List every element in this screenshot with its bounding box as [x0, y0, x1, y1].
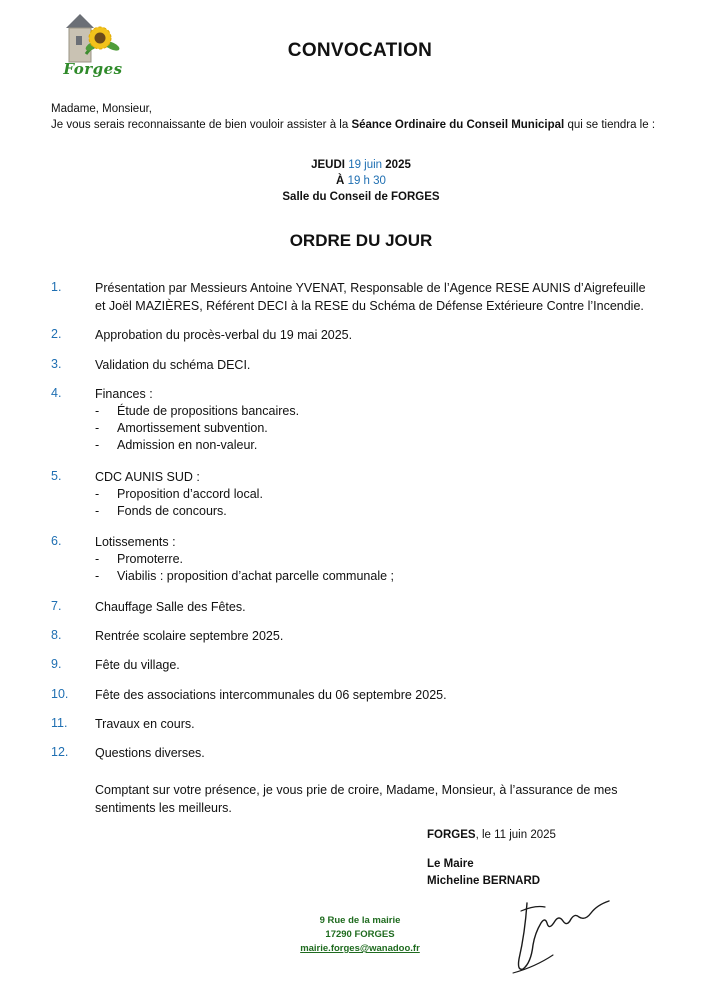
signature-date-text: , le 11 juin 2025: [475, 829, 556, 841]
agenda-item-12: Questions diverses.: [95, 746, 205, 760]
agenda-subitem: - Amortissement subvention.: [95, 421, 268, 435]
agenda-item-9: Fête du village.: [95, 658, 180, 672]
agenda-item-11: Travaux en cours.: [95, 717, 195, 731]
footer-address: 9 Rue de la mairie: [319, 915, 401, 926]
agenda-item-1-line-1: Présentation par Messieurs Antoine YVENAT, Responsable de l’Agence RESE AUNIS d’Aigrefeuille: [95, 281, 646, 295]
mayor-name: Micheline BERNARD: [427, 875, 541, 887]
agenda-item-4: Finances :: [95, 387, 153, 401]
agenda-number: 11.: [51, 716, 68, 730]
agenda-number: 4.: [51, 386, 62, 400]
intro-line: [51, 118, 655, 133]
agenda-item-6: Lotissements :: [95, 535, 176, 549]
agenda-number: 10.: [51, 687, 69, 701]
signature-place: FORGES: [427, 829, 476, 841]
agenda-item-7: Chauffage Salle des Fêtes.: [95, 600, 246, 614]
agenda-subitem: - Admission en non-valeur.: [95, 438, 258, 452]
meeting-place: Salle du Conseil de FORGES: [282, 191, 440, 203]
agenda-number: 7.: [51, 599, 62, 613]
agenda-number: 8.: [51, 628, 62, 642]
agenda-number: 12.: [51, 745, 69, 759]
meeting-time-prefix: À: [336, 175, 345, 187]
agenda-item-10: Fête des associations intercommunales du 06 septembre 2025.: [95, 688, 447, 702]
agenda-number: 6.: [51, 534, 62, 548]
agenda-item-3: Validation du schéma DECI.: [95, 358, 251, 372]
meeting-date-value: 19 juin: [348, 159, 383, 171]
agenda-number: 2.: [51, 327, 62, 341]
page-title: CONVOCATION: [287, 40, 433, 61]
agenda-number: 1.: [51, 280, 62, 294]
agenda-number: 5.: [51, 469, 62, 483]
agenda-number: 3.: [51, 357, 62, 371]
agenda-subitem: - Fonds de concours.: [95, 504, 227, 518]
meeting-year: 2025: [385, 159, 411, 171]
closing-paragraph: Comptant sur votre présence, je vous prie de croire, Madame, Monsieur, à l’assurance de mes sentiments les meilleurs.: [95, 783, 618, 815]
intro-line-start: Je vous serais reconnaissante de bien vouloir assister à la: [51, 119, 352, 131]
salutation: Madame, Monsieur,: [51, 103, 152, 115]
signature-icon: [505, 893, 625, 983]
meeting-day: JEUDI: [311, 159, 345, 171]
agenda-subitem: - Viabilis : proposition d’achat parcelle communale ;: [95, 569, 395, 583]
meeting-time: [0, 175, 720, 187]
footer-email[interactable]: [250, 943, 470, 954]
meeting-time-value: 19 h 30: [347, 175, 386, 187]
agenda-number: 9.: [51, 657, 62, 671]
agenda-item-2: Approbation du procès-verbal du 19 mai 2025.: [95, 328, 353, 342]
agenda-heading: ORDRE DU JOUR: [289, 231, 433, 250]
agenda-subitem: - Promoterre.: [95, 552, 183, 566]
meeting-date: [0, 159, 720, 171]
agenda-item-1-line-2: et Joël MAZIÈRES, Référent DECI à la RESE du Schéma de Défense Extérieure Contre l’Incendie.: [95, 299, 644, 313]
mayor-title: Le Maire: [427, 858, 474, 870]
agenda-subitem: - Proposition d’accord local.: [95, 487, 263, 501]
signature-date: [427, 829, 556, 841]
agenda-item-8: Rentrée scolaire septembre 2025.: [95, 629, 284, 643]
agenda-item-5: CDC AUNIS SUD :: [95, 470, 200, 484]
logo-text: Forges: [63, 60, 123, 78]
footer-postcode: 17290 FORGES: [325, 929, 395, 940]
email-link[interactable]: mairie.forges@wanadoo.fr: [300, 943, 420, 954]
agenda-subitem: - Étude de propositions bancaires.: [95, 404, 300, 418]
intro-line-end: qui se tiendra le :: [564, 119, 656, 131]
intro-line-bold: Séance Ordinaire du Conseil Municipal: [351, 119, 565, 131]
